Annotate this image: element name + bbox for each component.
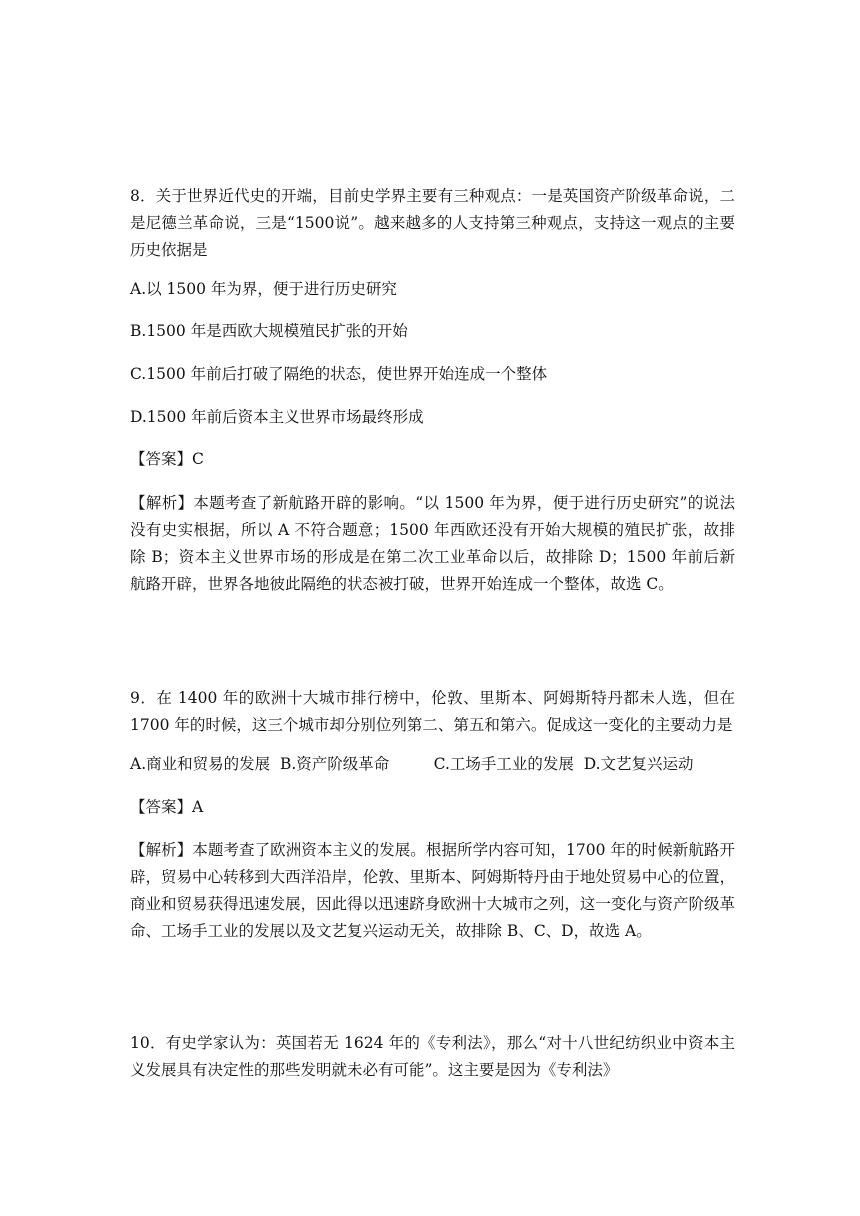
analysis-text: 【解析】本题考查了新航路开辟的影响。“以 1500 年为界，便于进行历史研究”的说法没有史实根据，所以 A 不符合题意；1500 年西欧还没有开始大规模的殖民扩张，故排除 B；资本主义世界市场的形成是在第二次工业革命以后，故排除 D；1500 年前后新航路开辟，世界各地彼此隔绝的状态被打破，世界开始连成一个整体，故选 C。 — [130, 494, 735, 593]
question-8-option-b: B.1500 年是西欧大规模殖民扩张的开始 — [130, 322, 408, 340]
question-8-stem — [130, 183, 735, 264]
question-9-analysis — [130, 837, 735, 945]
question-stem-text: 8．关于世界近代史的开端，目前史学界主要有三种观点：一是英国资产阶级革命说，二是尼德兰革命说，三是“1500说”。越来越多的人支持第三种观点，支持这一观点的主要历史依据是 — [130, 187, 735, 259]
question-8-option-d: D.1500 年前后资本主义世界市场最终形成 — [130, 408, 424, 426]
question-stem-text: 9．在 1400 年的欧洲十大城市排行榜中，伦敦、里斯本、阿姆斯特丹都未人选，但在 1700 年的时候，这三个城市却分别位列第二、第五和第六。促成这一变化的主要动力是 — [130, 689, 735, 734]
question-9-options: A.商业和贸易的发展 B.资产阶级革命 C.工场手工业的发展 D.文艺复兴运动 — [130, 755, 694, 773]
question-stem-text: 10．有史学家认为：英国若无 1624 年的《专利法》，那么“对十八世纪纺织业中资本主义发展具有决定性的那些发明就未必有可能”。这主要是因为《专利法》 — [130, 1034, 735, 1079]
question-8-analysis — [130, 490, 735, 598]
question-8-option-c: C.1500 年前后打破了隔绝的状态，使世界开始连成一个整体 — [130, 365, 548, 383]
analysis-text: 【解析】本题考查了欧洲资本主义的发展。根据所学内容可知，1700 年的时候新航路开辟，贸易中心转移到大西洋沿岸，伦敦、里斯本、阿姆斯特丹由于地处贸易中心的位置，商业和贸易获得迅速发展，因此得以迅速跻身欧洲十大城市之列，这一变化与资产阶级革命、工场手工业的发展以及文艺复兴运动无关，故排除 B、C、D，故选 A。 — [130, 841, 735, 940]
question-10-stem — [130, 1030, 735, 1084]
question-9-answer: 【答案】A — [130, 798, 204, 816]
question-9-stem — [130, 685, 735, 739]
question-8-option-a: A.以 1500 年为界，便于进行历史研究 — [130, 280, 397, 298]
question-8-answer: 【答案】C — [130, 450, 204, 468]
